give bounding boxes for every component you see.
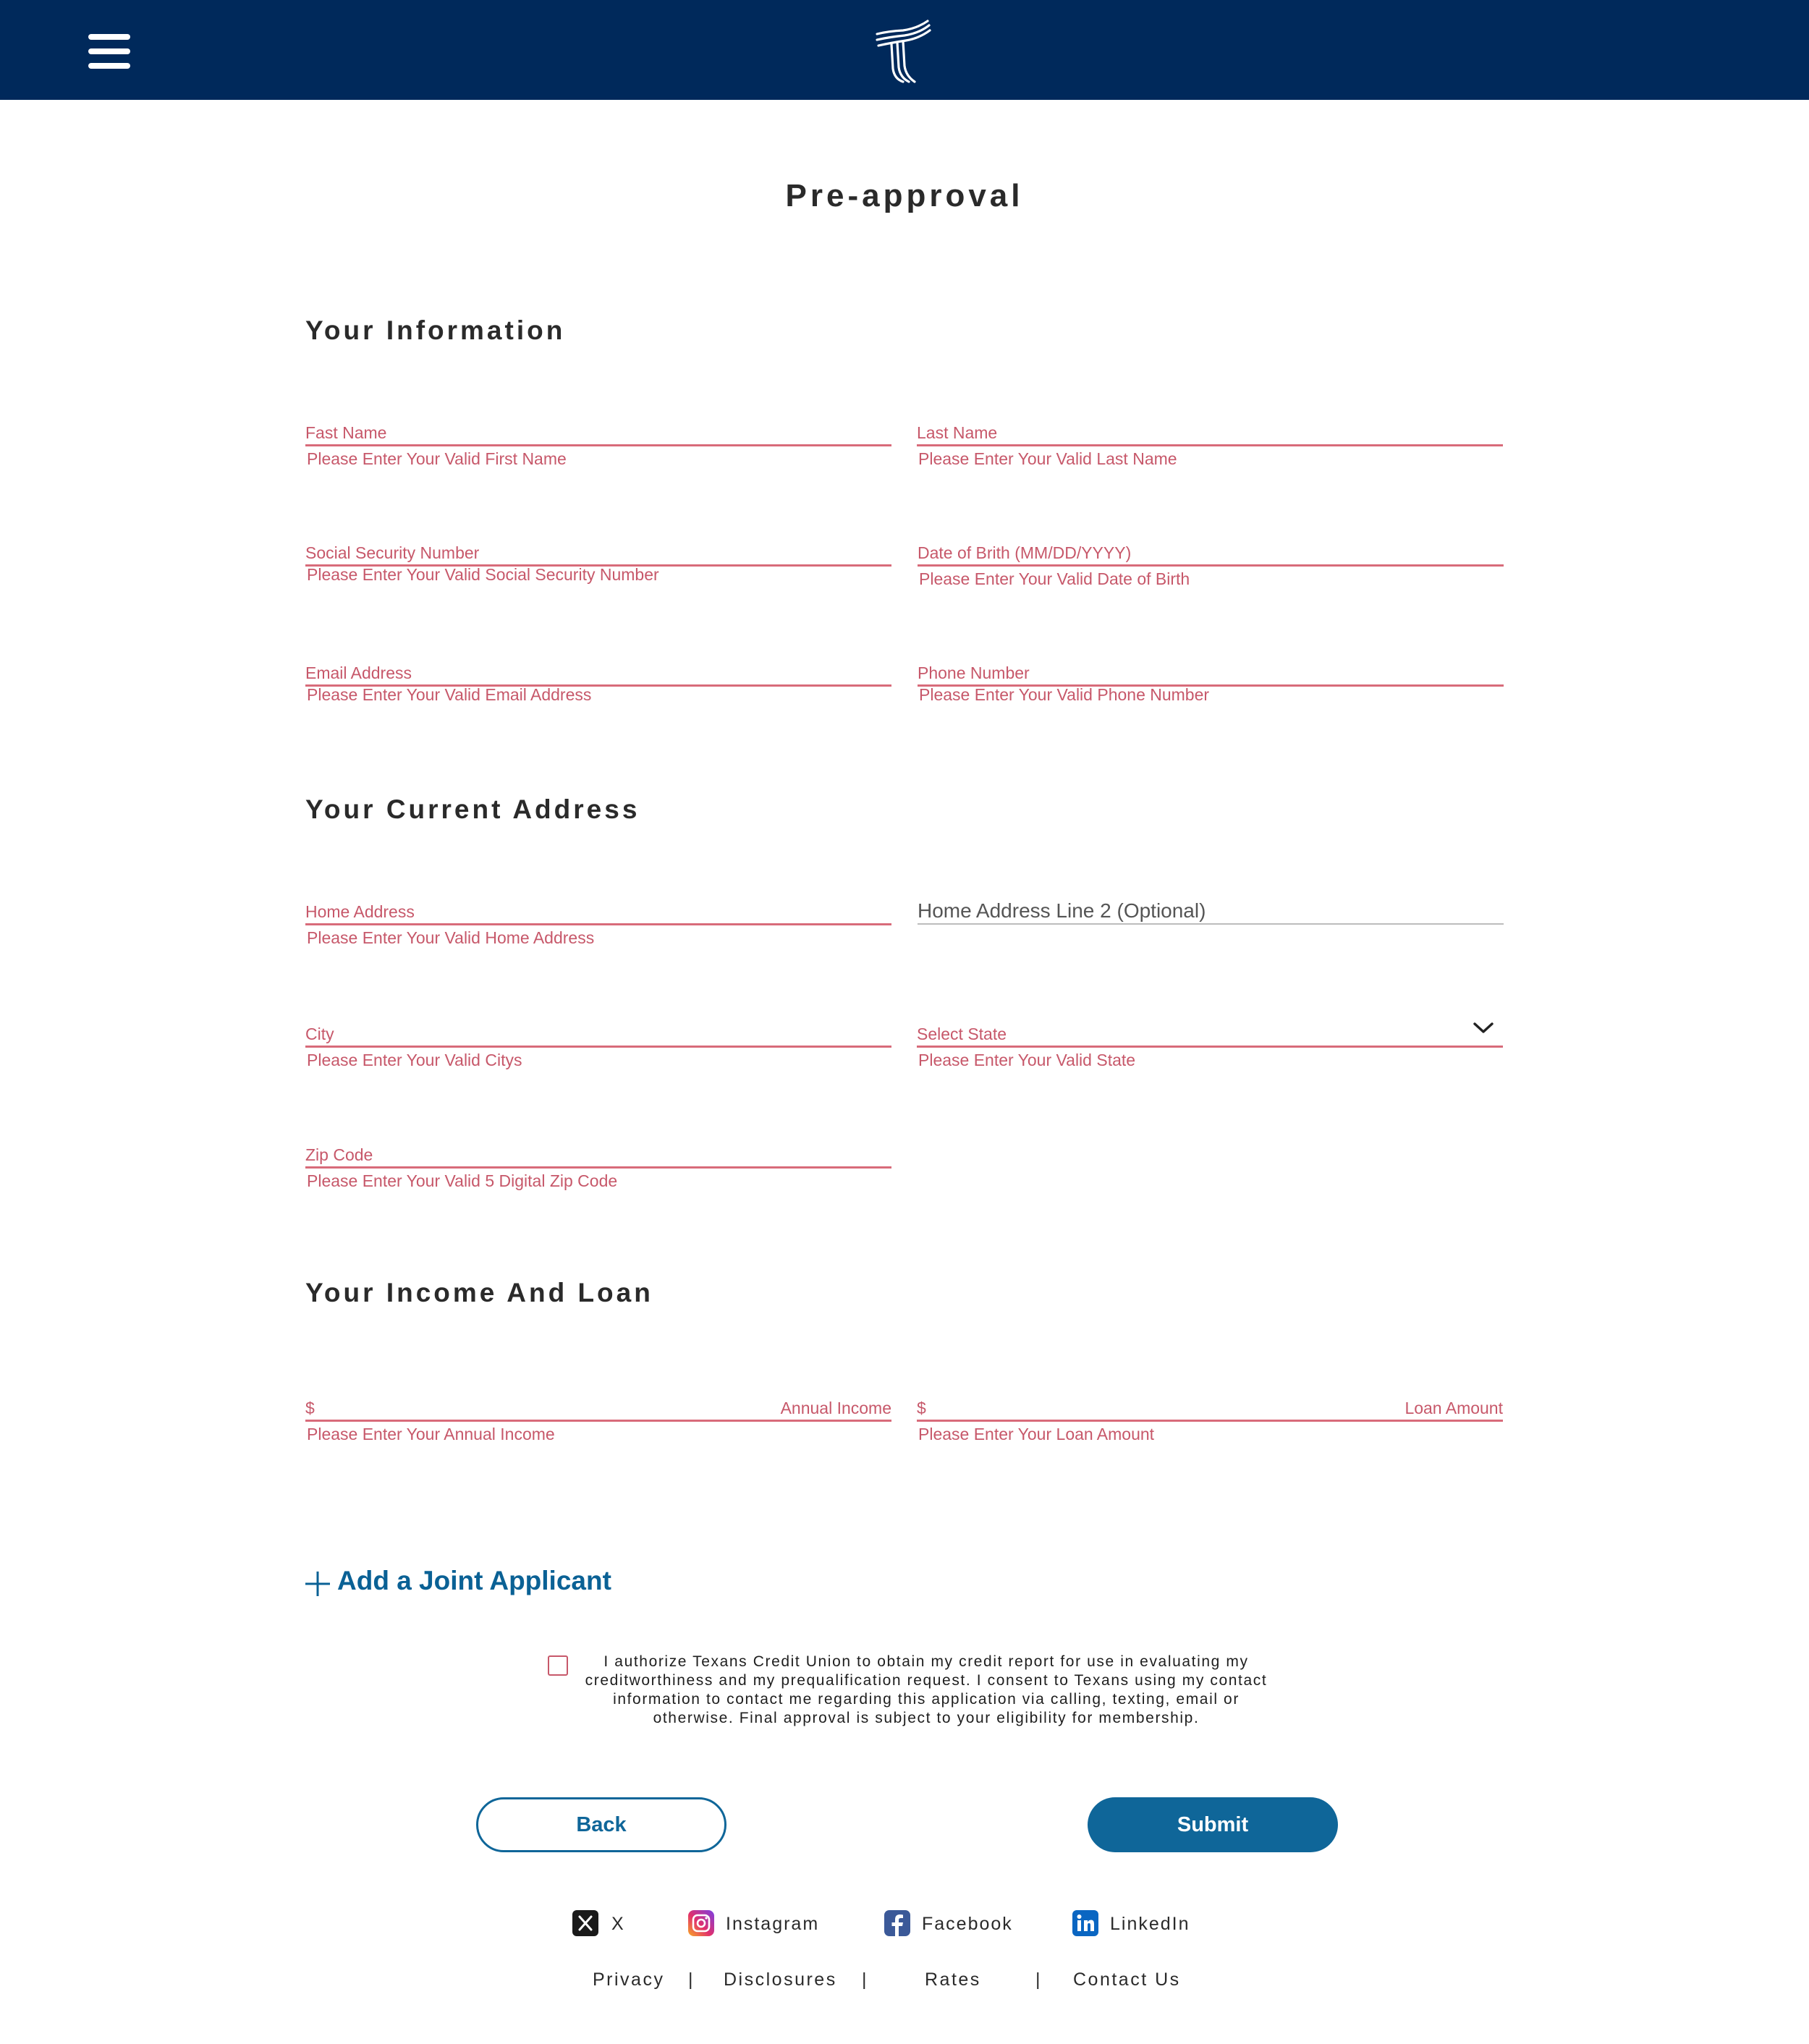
home-address-2-input-line[interactable] [918,923,1504,925]
last-name-field[interactable] [917,423,1503,488]
zip-label: Zip Code [305,1145,373,1164]
consent-text: I authorize Texans Credit Union to obtain my credit report for use in evaluating my creditworthiness and my prequalification request. I consent to Texans using my contact information to contact me regarding this application via calling, texting, email or otherwise. Final approval is subject to your eligibility for membership. [585,1653,1268,1726]
home-address-field[interactable] [305,902,891,967]
home-address-2-label: Home Address Line 2 (Optional) [918,899,1206,922]
plus-icon [304,1570,331,1598]
zip-input-line[interactable] [305,1166,891,1169]
loan-amount-error: Please Enter Your Loan Amount [918,1425,1155,1443]
email-field[interactable] [305,663,891,729]
first-name-field[interactable] [305,423,891,488]
instagram-icon [688,1910,714,1936]
state-label: Select State [917,1025,1007,1043]
page-title: Pre-approval [785,178,1024,213]
annual-income-prefix: $ [305,1399,315,1417]
email-label: Email Address [305,663,412,682]
ssn-error: Please Enter Your Valid Social Security Number [307,565,659,584]
add-joint-applicant-label: Add a Joint Applicant [337,1566,611,1595]
city-input-line[interactable] [305,1046,891,1048]
loan-amount-input-line[interactable] [917,1420,1503,1422]
loan-amount-prefix: $ [917,1399,926,1417]
social-label-x: X [611,1914,625,1934]
footer-link-privacy[interactable]: Privacy [593,1969,665,1990]
city-label: City [305,1025,334,1043]
phone-label: Phone Number [918,663,1030,682]
hamburger-menu-icon[interactable] [88,32,130,71]
annual-income-input-line[interactable] [305,1420,891,1422]
footer-link-disclosures[interactable]: Disclosures [724,1969,837,1990]
top-header [0,0,1809,100]
texans-logo-icon[interactable] [874,18,932,85]
first-name-input-line[interactable] [305,444,891,446]
phone-error: Please Enter Your Valid Phone Number [919,685,1210,704]
first-name-error: Please Enter Your Valid First Name [307,449,567,468]
last-name-label: Last Name [917,423,998,442]
dob-input-line[interactable] [918,564,1504,567]
linkedin-icon [1072,1910,1098,1936]
section-title-address: Your Current Address [305,794,640,824]
state-select-line[interactable] [917,1046,1503,1048]
home-address-2-field[interactable] [918,899,1504,967]
social-label-instagram: Instagram [726,1914,820,1934]
city-field[interactable] [305,1025,891,1090]
state-select[interactable] [917,1025,1503,1090]
footer-separator: | [688,1969,693,1990]
consent-checkbox[interactable] [548,1655,568,1676]
first-name-label: Fast Name [305,423,387,442]
dob-field[interactable] [918,543,1504,608]
submit-button[interactable]: Submit [1088,1797,1338,1852]
email-error: Please Enter Your Valid Email Address [307,685,592,704]
footer-link-contact-us[interactable]: Contact Us [1073,1969,1181,1990]
footer-separator: | [1035,1969,1041,1990]
dob-error: Please Enter Your Valid Date of Birth [919,569,1190,588]
home-address-label: Home Address [305,902,415,921]
last-name-input-line[interactable] [917,444,1503,446]
social-label-linkedin: LinkedIn [1110,1914,1190,1934]
ssn-field[interactable] [305,543,891,608]
phone-field[interactable] [918,663,1504,729]
section-title-information: Your Information [305,315,566,345]
state-error: Please Enter Your Valid State [918,1051,1136,1069]
zip-field[interactable] [305,1145,891,1210]
footer-link-rates[interactable]: Rates [925,1969,981,1990]
annual-income-error: Please Enter Your Annual Income [307,1425,555,1443]
zip-error: Please Enter Your Valid 5 Digital Zip Code [307,1171,618,1190]
annual-income-field[interactable] [305,1399,891,1464]
loan-amount-label: Loan Amount [1405,1399,1503,1417]
city-error: Please Enter Your Valid Citys [307,1051,522,1069]
annual-income-label: Annual Income [780,1399,891,1417]
chevron-down-icon[interactable] [1473,1020,1494,1036]
home-address-error: Please Enter Your Valid Home Address [307,928,595,947]
ssn-label: Social Security Number [305,543,480,562]
dob-label: Date of Brith (MM/DD/YYYY) [918,543,1132,562]
facebook-icon [884,1910,910,1936]
last-name-error: Please Enter Your Valid Last Name [918,449,1177,468]
loan-amount-field[interactable] [917,1399,1503,1464]
back-button[interactable]: Back [476,1797,726,1852]
section-title-income: Your Income And Loan [305,1278,653,1307]
x-icon [572,1910,598,1936]
footer-separator: | [862,1969,867,1990]
home-address-input-line[interactable] [305,923,891,925]
social-label-facebook: Facebook [922,1914,1013,1934]
